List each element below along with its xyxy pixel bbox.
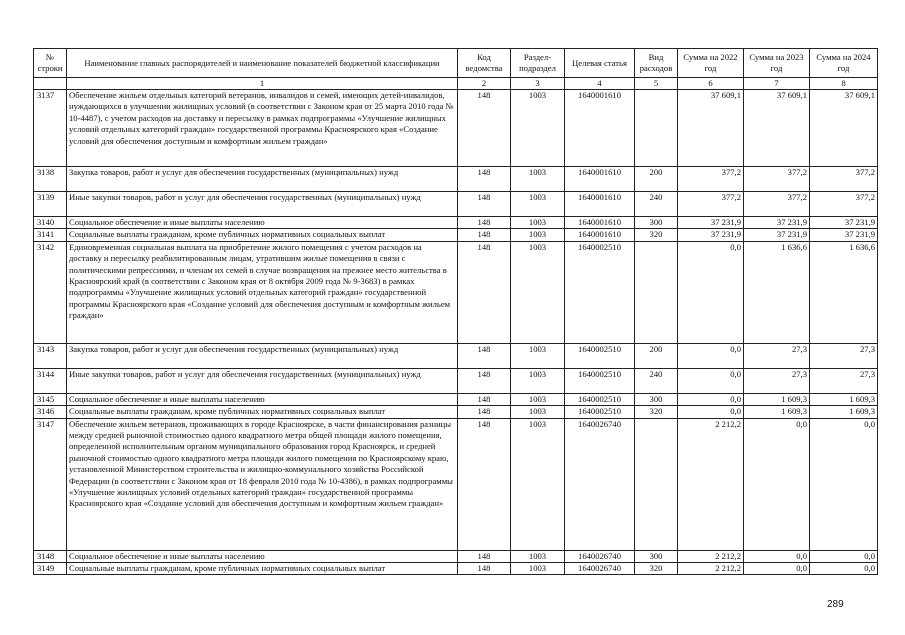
- row-number: 3141: [34, 229, 67, 241]
- row-number: 3149: [34, 563, 67, 575]
- row-number: 3143: [34, 343, 67, 368]
- column-number: 3: [511, 78, 565, 90]
- row-number: 3147: [34, 418, 67, 550]
- table-body: [34, 90, 878, 575]
- row-vr: 200: [635, 343, 678, 368]
- row-razdel: 1003: [511, 167, 565, 192]
- header-cell-name: Наименование главных распорядителей и наименование показателей бюджетной классификации: [67, 49, 458, 78]
- row-sum-2023: 1 609,3: [744, 393, 810, 405]
- table-row: [34, 563, 878, 575]
- row-sum-2023: 1 636,6: [744, 241, 810, 343]
- row-sum-2024: 1 609,3: [810, 406, 878, 418]
- row-razdel: 1003: [511, 406, 565, 418]
- row-sum-2023: 37 231,9: [744, 229, 810, 241]
- row-vr: [635, 241, 678, 343]
- row-sum-2023: 0,0: [744, 550, 810, 562]
- row-cs: 1640026740: [565, 418, 635, 550]
- row-sum-2023: 0,0: [744, 563, 810, 575]
- row-razdel: 1003: [511, 550, 565, 562]
- table-row: [34, 217, 878, 229]
- row-ved: 148: [458, 418, 511, 550]
- table-row: [34, 192, 878, 217]
- row-razdel: 1003: [511, 563, 565, 575]
- row-cs: 1640001610: [565, 229, 635, 241]
- row-razdel: 1003: [511, 217, 565, 229]
- row-sum-2024: 377,2: [810, 167, 878, 192]
- row-sum-2023: 0,0: [744, 418, 810, 550]
- column-number: 4: [565, 78, 635, 90]
- row-sum-2023: 377,2: [744, 192, 810, 217]
- column-number: 2: [458, 78, 511, 90]
- row-sum-2024: 37 231,9: [810, 217, 878, 229]
- row-sum-2022: 37 231,9: [678, 217, 744, 229]
- table-row: [34, 241, 878, 343]
- row-number: 3145: [34, 393, 67, 405]
- row-ved: 148: [458, 167, 511, 192]
- table-row: [34, 418, 878, 550]
- row-sum-2022: 2 212,2: [678, 550, 744, 562]
- row-name: Обеспечение жильем отдельных категорий ветеранов, инвалидов и семей, имеющих детей-инвалидов, нуждающихся в улучшении жилищных условий (в соответствии с Законом края от 25 марта 2010 года № 10-4487), с учетом расходов на доставку и пересылку в рамках подпрограммы «Улучшение жилищных условий отдельных категорий граждан» государственной программы Красноярского края «Создание условий для обеспечения доступным и комфортным жильем граждан»: [67, 90, 458, 167]
- column-number: 5: [635, 78, 678, 90]
- row-razdel: 1003: [511, 343, 565, 368]
- page-number: 289: [827, 599, 844, 610]
- row-sum-2024: 27,3: [810, 368, 878, 393]
- column-number: 7: [744, 78, 810, 90]
- row-cs: 1640002510: [565, 406, 635, 418]
- row-cs: 1640002510: [565, 393, 635, 405]
- row-vr: 320: [635, 563, 678, 575]
- row-razdel: 1003: [511, 418, 565, 550]
- table-row: [34, 90, 878, 167]
- row-sum-2022: 0,0: [678, 343, 744, 368]
- header-cell-ved: Код ведомства: [458, 49, 511, 78]
- row-name: Социальные выплаты гражданам, кроме публичных нормативных социальных выплат: [67, 563, 458, 575]
- row-cs: 1640002510: [565, 241, 635, 343]
- row-name: Единовременная социальная выплата на приобретение жилого помещения с учетом расходов на доставку и пересылку реабилитированным лицам, утратившим жилые помещения в связи с политическими репрессиями, и членам их семей в случае возвращения на прежнее место жительства в Красноярский край (в соответствии с Законом края от 8 октября 2009 года № 9-3683) в рамках подпрограммы «Улучшение жилищных условий отдельных категорий граждан» государственной программы Красноярского края «Создание условий для обеспечения доступным и комфортным жильем граждан»: [67, 241, 458, 343]
- row-number: 3144: [34, 368, 67, 393]
- header-row: [34, 49, 878, 78]
- table-row: [34, 393, 878, 405]
- row-cs: 1640001610: [565, 167, 635, 192]
- row-cs: 1640002510: [565, 343, 635, 368]
- column-number: 6: [678, 78, 744, 90]
- row-ved: 148: [458, 192, 511, 217]
- row-cs: 1640001610: [565, 192, 635, 217]
- row-ved: 148: [458, 229, 511, 241]
- row-cs: 1640026740: [565, 550, 635, 562]
- column-number: [34, 78, 67, 90]
- row-vr: 320: [635, 229, 678, 241]
- row-ved: 148: [458, 217, 511, 229]
- row-name: Социальные выплаты гражданам, кроме публичных нормативных социальных выплат: [67, 406, 458, 418]
- row-sum-2022: 2 212,2: [678, 563, 744, 575]
- row-cs: 1640001610: [565, 217, 635, 229]
- row-vr: [635, 90, 678, 167]
- row-sum-2022: 377,2: [678, 192, 744, 217]
- row-name: Обеспечение жильем ветеранов, проживающих в городе Красноярске, в части финансирования разницы между средней рыночной стоимостью одного квадратного метра общей площади жилого помещения, определенной исполнительным органом муниципального образования город Красноярск, и средней рыночной стоимостью одного квадратного метра площади жилого помещения по Красноярскому краю, установленной Министерством строительства и жилищно-коммунального хозяйства Российской Федерации (в соответствии с Законом края от 18 февраля 2010 года № 10-4386), в рамках подпрограммы «Улучшение жилищных условий отдельных категорий граждан» государственной программы Красноярского края «Создание условий для обеспечения доступным и комфортным жильем граждан»: [67, 418, 458, 550]
- row-name: Иные закупки товаров, работ и услуг для обеспечения государственных (муниципальных) нужд: [67, 368, 458, 393]
- row-ved: 148: [458, 393, 511, 405]
- row-sum-2022: 0,0: [678, 368, 744, 393]
- row-cs: 1640026740: [565, 563, 635, 575]
- row-name: Социальные выплаты гражданам, кроме публичных нормативных социальных выплат: [67, 229, 458, 241]
- row-vr: 320: [635, 406, 678, 418]
- row-ved: 148: [458, 406, 511, 418]
- header-cell-2024: Сумма на 2024 год: [810, 49, 878, 78]
- row-sum-2023: 37 231,9: [744, 217, 810, 229]
- row-vr: 300: [635, 217, 678, 229]
- table-row: [34, 167, 878, 192]
- column-number: 1: [67, 78, 458, 90]
- row-razdel: 1003: [511, 241, 565, 343]
- header-cell-2022: Сумма на 2022 год: [678, 49, 744, 78]
- row-vr: [635, 418, 678, 550]
- row-name: Закупка товаров, работ и услуг для обеспечения государственных (муниципальных) нужд: [67, 167, 458, 192]
- column-number-row: [34, 78, 878, 90]
- row-ved: 148: [458, 550, 511, 562]
- row-number: 3139: [34, 192, 67, 217]
- row-number: 3142: [34, 241, 67, 343]
- row-sum-2023: 377,2: [744, 167, 810, 192]
- row-razdel: 1003: [511, 393, 565, 405]
- row-sum-2022: 377,2: [678, 167, 744, 192]
- row-vr: 200: [635, 167, 678, 192]
- header-cell-no: № строки: [34, 49, 67, 78]
- row-razdel: 1003: [511, 192, 565, 217]
- row-number: 3148: [34, 550, 67, 562]
- row-name: Социальное обеспечение и иные выплаты населению: [67, 550, 458, 562]
- row-sum-2024: 0,0: [810, 563, 878, 575]
- row-name: Закупка товаров, работ и услуг для обеспечения государственных (муниципальных) нужд: [67, 343, 458, 368]
- row-number: 3146: [34, 406, 67, 418]
- row-sum-2024: 37 609,1: [810, 90, 878, 167]
- row-number: 3138: [34, 167, 67, 192]
- row-vr: 240: [635, 368, 678, 393]
- row-vr: 300: [635, 393, 678, 405]
- table-row: [34, 368, 878, 393]
- row-number: 3140: [34, 217, 67, 229]
- header-cell-2023: Сумма на 2023 год: [744, 49, 810, 78]
- row-sum-2022: 0,0: [678, 406, 744, 418]
- row-vr: 300: [635, 550, 678, 562]
- row-ved: 148: [458, 90, 511, 167]
- row-sum-2023: 27,3: [744, 368, 810, 393]
- row-vr: 240: [635, 192, 678, 217]
- row-razdel: 1003: [511, 90, 565, 167]
- header-cell-cs: Целевая статья: [565, 49, 635, 78]
- table-row: [34, 229, 878, 241]
- table-row: [34, 343, 878, 368]
- row-sum-2022: 37 231,9: [678, 229, 744, 241]
- row-name: Социальное обеспечение и иные выплаты населению: [67, 217, 458, 229]
- budget-table-container: [33, 48, 877, 575]
- budget-table: [33, 48, 878, 575]
- row-sum-2023: 1 609,3: [744, 406, 810, 418]
- row-sum-2024: 377,2: [810, 192, 878, 217]
- row-sum-2024: 27,3: [810, 343, 878, 368]
- header-cell-vr: Вид расходов: [635, 49, 678, 78]
- row-sum-2022: 2 212,2: [678, 418, 744, 550]
- row-razdel: 1003: [511, 229, 565, 241]
- row-name: Социальное обеспечение и иные выплаты населению: [67, 393, 458, 405]
- column-number: 8: [810, 78, 878, 90]
- row-ved: 148: [458, 343, 511, 368]
- row-sum-2023: 37 609,1: [744, 90, 810, 167]
- row-sum-2022: 0,0: [678, 241, 744, 343]
- row-ved: 148: [458, 241, 511, 343]
- row-sum-2024: 0,0: [810, 550, 878, 562]
- row-cs: 1640002510: [565, 368, 635, 393]
- row-sum-2024: 1 636,6: [810, 241, 878, 343]
- table-row: [34, 406, 878, 418]
- row-ved: 148: [458, 368, 511, 393]
- row-number: 3137: [34, 90, 67, 167]
- row-razdel: 1003: [511, 368, 565, 393]
- row-cs: 1640001610: [565, 90, 635, 167]
- row-sum-2024: 0,0: [810, 418, 878, 550]
- row-sum-2024: 1 609,3: [810, 393, 878, 405]
- row-sum-2023: 27,3: [744, 343, 810, 368]
- row-ved: 148: [458, 563, 511, 575]
- row-sum-2022: 37 609,1: [678, 90, 744, 167]
- row-sum-2022: 0,0: [678, 393, 744, 405]
- header-cell-razdel: Раздел-подраздел: [511, 49, 565, 78]
- row-sum-2024: 37 231,9: [810, 229, 878, 241]
- table-row: [34, 550, 878, 562]
- row-name: Иные закупки товаров, работ и услуг для обеспечения государственных (муниципальных) нужд: [67, 192, 458, 217]
